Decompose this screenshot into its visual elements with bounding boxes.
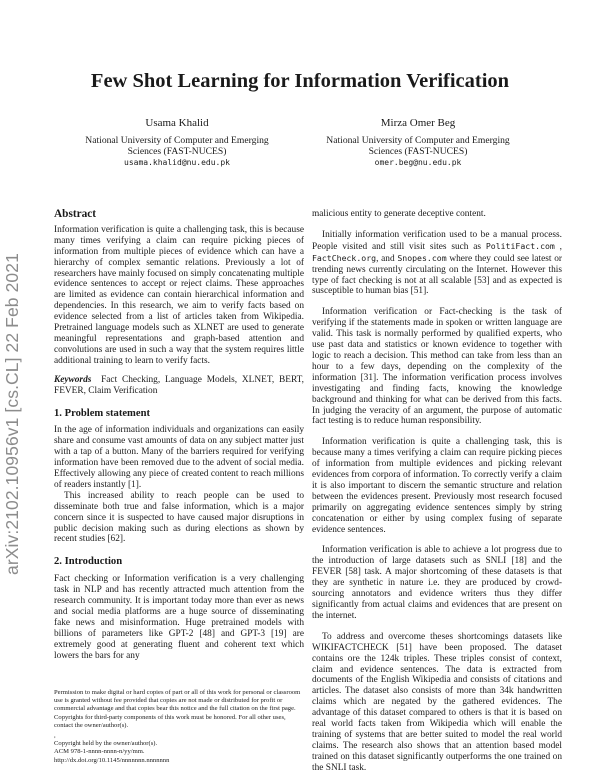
paragraph-text: Initially information verification used to be a manual process. People visited and still visit sites such as xyxy=(312,229,562,252)
arxiv-identifier-stamp: arXiv:2102.10956v1 [cs.CL] 22 Feb 2021 xyxy=(2,253,22,575)
paragraph xyxy=(312,230,562,297)
paragraph-text: , and xyxy=(376,253,398,264)
author-email[interactable]: usama.khalid@nu.edu.pk xyxy=(124,158,230,167)
acm-line: ACM 978-1-nnnn-nnnn-n/yy/mm. xyxy=(54,748,145,756)
section-heading-introduction: 2. Introduction xyxy=(54,556,123,568)
author-affiliation: National University of Computer and Emerging xyxy=(326,135,510,146)
copyright-line: Copyright held by the owner/author(s). xyxy=(54,740,158,748)
author-affiliation: Sciences (FAST-NUCES) xyxy=(127,146,227,157)
permission-notice: Permission to make digital or hard copies of part or all of this work for personal or classroom use is granted without fee provided that copies are not made or distributed for profit or commercial advantage and that copies bear this notice and the full citation on the first page. Copyrights for third-party components of this work must be honored. For all other uses, contact the owner/author(s). xyxy=(54,689,301,729)
author-name: Usama Khalid xyxy=(145,117,209,129)
keywords-label: Keywords xyxy=(54,374,92,385)
abstract-text: Information verification is quite a challenging task, this is because many times verifying a claim can require picking pieces of information from multiple pieces of evidence which can have a hierarchy of complex semantic relations. Previously a lot of researchers have mainly focused on simply concatenating multiple evidence sentences to accept or reject claims. These approaches are limited as evidence can contain hierarchical information and dependencies. In this research, we aim to verify facts based on evidence selected from a list of articles taken from Wikipedia. Pretrained language models such as XLNET are used to generate meaningful representations and graph-based attention and convolutions are used in such a way that the system requires little additional training to learn to verify facts. xyxy=(54,224,304,366)
paragraph-text: , xyxy=(554,241,562,252)
keywords-list: Fact Checking, Language Models, XLNET, BERT, FEVER, Claim Verification xyxy=(54,374,304,396)
paragraph: Fact checking or Information verification is a very challenging task in NLP and has recently attracted much attention from the research community. It is important today more than ever as news and social media platforms are a huge source of disseminating fake news and misinformation. Huge pretrained models with billions of parameters like GPT-2 [48] and GPT-3 [19] are extremely good at generating fluent and coherent text which lowers the bars for any xyxy=(54,574,304,661)
footnote-separator: , xyxy=(54,732,56,740)
paragraph: Information verification is able to achieve a lot progress due to the introduction of large datasets such as SNLI [18] and the FEVER [58] task. A major shortcoming of these datasets is that they are synthetic in nature i.e. they are produced by crowd-sourcing annotators and evidence writers thus they differ significantly from actual claims and evidences that are present on the internet. xyxy=(312,545,562,621)
section-heading-problem: 1. Problem statement xyxy=(54,407,151,419)
left-column xyxy=(54,209,304,662)
right-column xyxy=(312,209,562,774)
author-affiliation: Sciences (FAST-NUCES) xyxy=(368,146,468,157)
paper-title: Few Shot Learning for Information Verification xyxy=(90,70,510,92)
author-block-2 xyxy=(303,118,533,168)
author-affiliation: National University of Computer and Emerging xyxy=(85,135,269,146)
paragraph-text: where they could see latest or trending news currently circulating on the Internet. However this type of fact checking is not at all scalable [53] and as expected is susceptible to human bias [51]. xyxy=(312,253,562,297)
paragraph: Information verification is quite a challenging task, this is because many a times verifying a claim can require picking pieces of information from multiple evidences and picking relevant evidences from corpora of information. To correctly verify a claim it is also important to discern the semantic structure and relation between the evidences present. Previously most research focused primarily on aggregating evidence sentences simply by string concatenation or either by using complex fusing of separate evidence sentences. xyxy=(312,437,562,535)
site-link-snopes[interactable]: Snopes.com xyxy=(397,252,447,263)
paragraph: To address and overcome theses shortcomings datasets like WIKIFACTCHECK [51] have been proposed. The dataset contains ore the 124k triples. These triples consist of context, claim and evidence sentences. The data is extracted from documents of the English Wikipedia and consists of citations and articles. The dataset also consists of more than 34k handwritten claims which are negated by the gathered evidences. The advantage of this dataset compared to others is that it is based on real world facts taken from Wikipedia which will enable the training of systems that are better suited to model the real world claims. The research also shows that an attention based model trained on this dataset significantly outperforms the one trained on the SNLI task. xyxy=(312,631,562,773)
author-name: Mirza Omer Beg xyxy=(380,117,456,129)
abstract-heading: Abstract xyxy=(54,208,97,220)
author-email[interactable]: omer.beg@nu.edu.pk xyxy=(374,158,462,167)
doi-link[interactable]: http://dx.doi.org/10.1145/nnnnnnn.nnnnnnn xyxy=(54,756,170,764)
site-link-politifact[interactable]: PolitiFact.com xyxy=(485,240,555,251)
copyright-footnote xyxy=(54,689,304,765)
site-link-factcheck[interactable]: FactCheck.org xyxy=(312,252,377,263)
paragraph: Information verification or Fact-checking is the task of verifying if the statements made in spoken or written language are valid. This task is normally performed by qualified experts, who use past data and statistics or known evidence to together with logic to reach a decision. This method can take from less than an hour to a few days, depending on the complexity of the information [31]. The information verification process involves investigating and finding facts, knowing the knowledge background and thinking for what can be derived from this facts. In judging the veracity of an argument, the purpose of automatic fact testing is to reduce human responsibility. xyxy=(312,307,562,427)
author-block-1 xyxy=(62,118,292,168)
paragraph: This increased ability to reach people can be used to disseminate both true and false information, which is a major concern since it is suspected to have caused major disruptions in public decision making such as during elections as shown by recent studies [62]. xyxy=(54,490,304,545)
paragraph: malicious entity to generate deceptive content. xyxy=(312,209,486,219)
keywords xyxy=(54,375,304,397)
paragraph: In the age of information individuals and organizations can easily share and consume vast amounts of data on any subject matter just with a tap of a button. Many of the barriers required for verifying information have been removed due to the advent of social media. Effectively allowing any piece of created content to reach millions of readers instantly [1]. xyxy=(54,425,304,490)
